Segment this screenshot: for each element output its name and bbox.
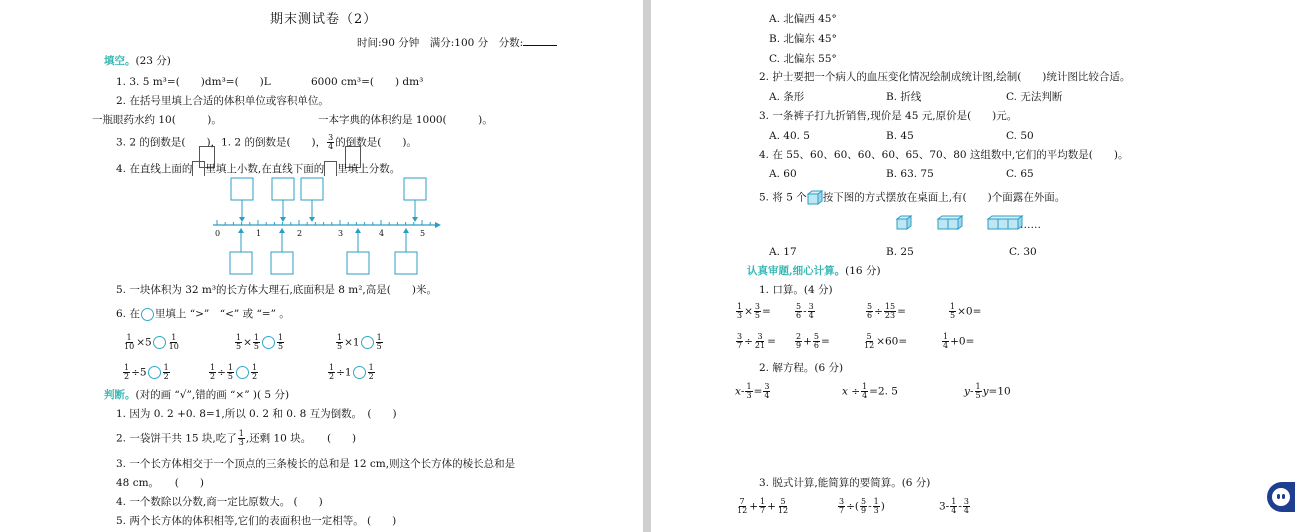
section-points: (对的画 “√”,错的画 “×” )( 5 分) <box>135 389 290 401</box>
q3-text-1: 3. 2 的倒数是( )，1. 2 的倒数是( )， <box>116 136 327 149</box>
tick-label: 2 <box>297 229 303 238</box>
judge-3-cont: 48 cm。 ( ) <box>116 477 204 489</box>
q2-part-a: 一瓶眼药水约 10( )。 <box>92 114 222 126</box>
number-line-figure <box>205 175 445 280</box>
choice-q2-b: B. 折线 <box>886 91 922 103</box>
q3 <box>116 134 417 151</box>
fraction-numerator: 3 <box>328 133 334 142</box>
tick-label: 5 <box>420 229 426 238</box>
q6-text-2: 里填上 “>” “<” 或 “=” 。 <box>154 308 290 320</box>
judge-1: 1. 因为 0. 2 +0. 8=1,所以 0. 2 和 0. 8 互为倒数。 ( ) <box>116 408 397 420</box>
q4-text-2: 里填上小数,在直线下面的 <box>205 163 325 175</box>
equation: y- $\frac{1}{5}$ y=10 <box>964 382 1011 400</box>
circle-icon <box>141 308 154 321</box>
judge-2 <box>116 430 356 447</box>
circle-icon[interactable] <box>153 336 166 349</box>
expression: $\frac{7}{12}$ + $\frac{1}{7}$ + $\frac{5}{12}$ <box>737 497 789 515</box>
choice-q3-c: C. 50 <box>1006 130 1034 142</box>
compare-item: $\frac{1}{2}$ ÷ $\frac{1}{5}$ $\frac{1}{2}$ <box>210 363 258 381</box>
circle-icon[interactable] <box>236 366 249 379</box>
section-fill-blank <box>104 54 171 68</box>
circle-icon[interactable] <box>353 366 366 379</box>
exam-meta <box>357 36 557 50</box>
left-page <box>0 0 643 532</box>
q6-text-1: 6. 在 <box>116 308 140 320</box>
section-true-false <box>104 388 289 402</box>
square-icon <box>324 161 337 176</box>
oral-item: $\frac{5}{12}$ ×60= <box>864 332 908 350</box>
choice-q3-b: B. 45 <box>886 130 914 142</box>
fraction-box[interactable] <box>230 252 252 274</box>
judge-5: 5. 两个长方体的体积相等,它们的表面积也一定相等。 ( ) <box>116 515 397 527</box>
oral-item: $\frac{5}{6}$ - $\frac{3}{4}$ <box>796 302 814 320</box>
compare-item: $\frac{1}{2}$ ÷5 $\frac{1}{2}$ <box>124 363 169 381</box>
choice-q4: 4. 在 55、60、60、60、60、65、70、80 这组数中,它们的平均数是( )。 <box>759 149 1129 161</box>
fraction-box[interactable] <box>347 252 369 274</box>
chat-assistant-button[interactable] <box>1267 482 1295 512</box>
judge-3: 3. 一个长方体相交于一个顶点的三条棱长的总和是 12 cm,则这个长方体的棱长总和是 <box>116 458 516 470</box>
equation: x- $\frac{1}{3}$ = $\frac{3}{4}$ <box>735 382 770 400</box>
fraction-box[interactable] <box>395 252 417 274</box>
oral-item: $\frac{2}{9}$ + $\frac{5}{6}$ = <box>796 332 830 350</box>
q3-text-2: 的倒数是( )。 <box>335 136 417 149</box>
c5-text-1: 5. 将 5 个 <box>759 191 807 204</box>
oral-item: $\frac{1}{4}$ +0= <box>943 332 975 350</box>
q4-text-3: 里填上分数。 <box>337 163 401 175</box>
compare-item: $\frac{1}{5}$ × $\frac{1}{5}$ $\frac{1}{5}$ <box>236 333 284 351</box>
q1-part-a: 1. 3. 5 m³=( )dm³=( )L <box>116 76 271 88</box>
q4 <box>116 161 400 176</box>
number-line-ticks <box>217 220 430 225</box>
circle-icon[interactable] <box>361 336 374 349</box>
calc-q1: 1. 口算。(4 分) <box>759 284 833 296</box>
c5-text-2: 按下图的方式摆放在桌面上,有( )个面露在外面。 <box>822 191 1066 204</box>
judge-4: 4. 一个数除以分数,商一定比原数大。 ( ) <box>116 496 323 508</box>
decimal-box[interactable] <box>231 178 253 200</box>
fraction-box[interactable] <box>271 252 293 274</box>
choice-q4-a: A. 60 <box>769 168 797 180</box>
choice-1a: A. 北偏西 45° <box>769 13 837 25</box>
q1-part-b: 6000 cm³=( ) dm³ <box>311 76 424 88</box>
compare-item: $\frac{1}{10}$ ×5 $\frac{1}{10}$ <box>124 333 179 351</box>
calc-q2: 2. 解方程。(6 分) <box>759 362 844 374</box>
page-gutter <box>643 0 651 532</box>
score-blank <box>523 36 557 46</box>
arrow-right-icon <box>435 222 441 228</box>
tick-label: 1 <box>256 229 262 238</box>
section-points: (23 分) <box>135 55 171 67</box>
circle-icon[interactable] <box>262 336 275 349</box>
q5: 5. 一块体积为 32 m³的长方体大理石,底面积是 8 m²,高是( )米。 <box>116 284 437 296</box>
decimal-box[interactable] <box>272 178 294 200</box>
choice-q3-a: A. 40. 5 <box>769 130 810 142</box>
exam-title: 期末测试卷（2） <box>270 12 378 27</box>
circle-icon[interactable] <box>148 366 161 379</box>
square-icon <box>192 161 205 176</box>
choice-q4-c: C. 65 <box>1006 168 1034 180</box>
oral-item: $\frac{5}{6}$ ÷ $\frac{15}{23}$ = <box>867 302 906 320</box>
section-label: 判断。 <box>104 389 136 401</box>
decimal-box[interactable] <box>404 178 426 200</box>
cube-icon <box>807 190 823 205</box>
oral-item: $\frac{1}{3}$ × $\frac{3}{5}$ = <box>737 302 771 320</box>
choice-1b: B. 北偏东 45° <box>769 33 837 45</box>
j2-fraction <box>238 430 245 447</box>
choice-q5 <box>759 190 1065 205</box>
j2-text-1: 2. 一袋饼干共 15 块,吃了 <box>116 432 237 445</box>
choice-q5-a: A. 17 <box>769 246 797 258</box>
section-label: 认真审题,细心计算。 <box>747 265 846 277</box>
choice-1c: C. 北偏东 55° <box>769 53 837 65</box>
tick-label: 0 <box>215 229 221 238</box>
q4-text-1: 4. 在直线上面的 <box>116 163 193 175</box>
decimal-box[interactable] <box>301 178 323 200</box>
q2-part-b: 一本字典的体积约是 1000( )。 <box>318 114 493 126</box>
expression: $\frac{3}{7}$ ÷( $\frac{5}{9}$ - $\frac{1}{3}$ ) <box>839 497 885 515</box>
fraction-denominator: 3 <box>238 438 244 447</box>
equation: x ÷ $\frac{1}{4}$ =2. 5 <box>842 382 898 400</box>
section-calc <box>747 264 881 278</box>
compare-item: $\frac{1}{2}$ ÷1 $\frac{1}{2}$ <box>329 363 374 381</box>
choice-q2-a: A. 条形 <box>769 91 805 103</box>
section-points: (16 分) <box>845 265 881 277</box>
ellipsis-text: …… <box>1020 219 1041 231</box>
chat-face-icon <box>1272 488 1290 506</box>
compare-item: $\frac{1}{5}$ ×1 $\frac{1}{5}$ <box>337 333 382 351</box>
meta-text: 时间:90 分钟 满分:100 分 分数: <box>357 37 524 49</box>
oral-item: $\frac{3}{7}$ ÷ $\frac{3}{21}$ = <box>737 332 776 350</box>
right-page <box>651 0 1295 532</box>
q2: 2. 在括号里填上合适的体积单位或容积单位。 <box>116 95 329 107</box>
choice-q5-b: B. 25 <box>886 246 914 258</box>
fraction-denominator: 4 <box>328 142 334 151</box>
tick-label: 4 <box>379 229 385 238</box>
q6 <box>116 307 290 321</box>
choice-q3: 3. 一条裤子打九折销售,现价是 45 元,原价是( )元。 <box>759 110 1018 122</box>
tick-label: 3 <box>338 229 344 238</box>
j2-text-2: ,还剩 10 块。 ( ) <box>245 432 357 445</box>
choice-q5-c: C. 30 <box>1009 246 1037 258</box>
oral-item: $\frac{1}{5}$ ×0= <box>950 302 982 320</box>
choice-q2: 2. 护士要把一个病人的血压变化情况绘制成统计图,绘制( )统计图比较合适。 <box>759 71 1131 83</box>
choice-q2-c: C. 无法判断 <box>1006 91 1063 103</box>
expression: 3- $\frac{1}{4}$ - $\frac{3}{4}$ <box>939 497 969 515</box>
choice-q4-b: B. 63. 75 <box>886 168 934 180</box>
q3-fraction <box>327 134 334 151</box>
section-label: 填空。 <box>104 55 136 67</box>
calc-q3: 3. 脱式计算,能简算的要简算。(6 分) <box>759 477 931 489</box>
fraction-numerator: 1 <box>238 429 244 438</box>
